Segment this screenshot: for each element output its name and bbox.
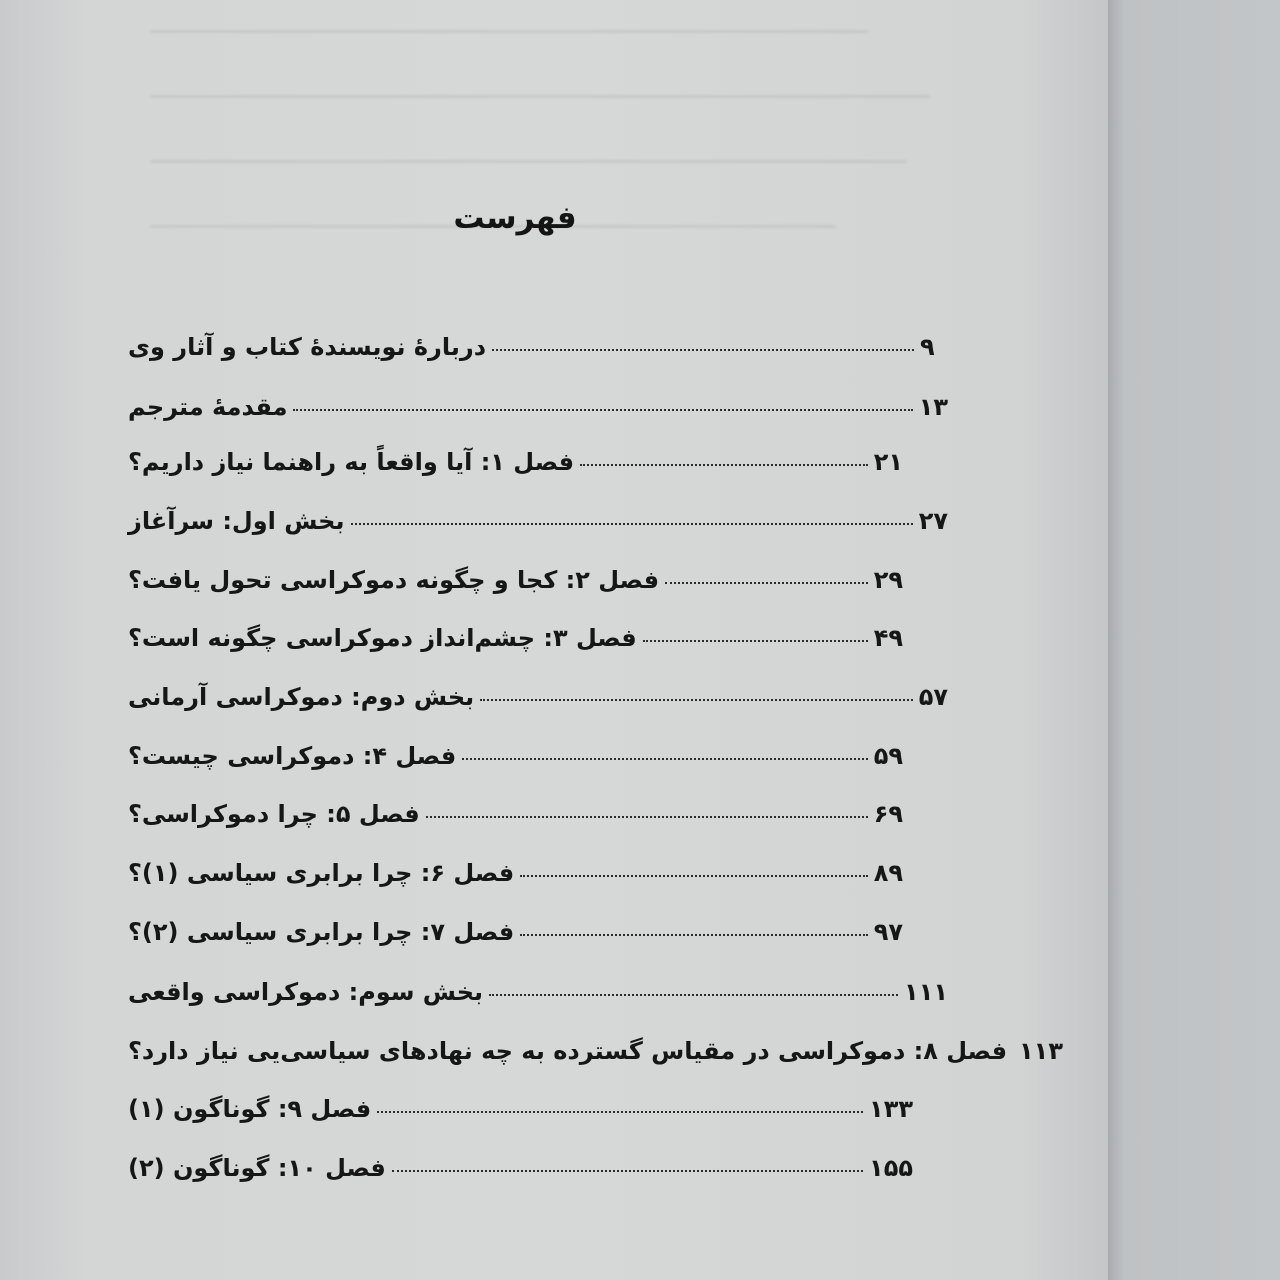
facing-page-edge: [1108, 0, 1280, 1280]
toc-entry-label: بخش اول: سرآغاز: [128, 507, 345, 535]
toc-entry-label: فصل ۳: چشم‌انداز دموکراسی چگونه است؟: [128, 624, 637, 652]
toc-entry: [128, 1148, 913, 1188]
toc-entry: [128, 972, 948, 1012]
toc-entry-page: ۴۹: [873, 624, 903, 652]
toc-entry-page: ۲۷: [918, 507, 948, 535]
toc-entry-page: ۵۹: [873, 742, 903, 770]
show-through-text: [150, 30, 930, 310]
dot-leader: [293, 409, 912, 411]
dot-leader: [480, 699, 913, 701]
toc-entry-label: بخش سوم: دموکراسی واقعی: [128, 978, 484, 1006]
dot-leader: [643, 640, 868, 642]
toc-entry-label: فصل ۸: دموکراسی در مقیاس گسترده به چه نهادهای سیاسی‌یی نیاز دارد؟: [128, 1037, 1008, 1065]
toc-entry: [128, 794, 903, 834]
toc-entry: [128, 736, 903, 776]
dot-leader: [520, 934, 868, 936]
dot-leader: [462, 758, 868, 760]
dot-leader: [392, 1170, 863, 1172]
toc-entry-page: ۲۹: [873, 566, 903, 594]
dot-leader: [377, 1111, 863, 1113]
toc-entry: [128, 442, 903, 482]
dot-leader: [489, 994, 898, 996]
toc-entry: [128, 560, 903, 600]
toc-entry-label: بخش دوم: دموکراسی آرمانی: [128, 683, 475, 711]
toc-entry-label: فصل ۱: آیا واقعاً به راهنما نیاز داریم؟: [128, 448, 575, 476]
toc-entry-label: فصل ۴: دموکراسی چیست؟: [128, 742, 457, 770]
toc-entry: [128, 387, 948, 427]
toc-entry: [128, 327, 948, 367]
dot-leader: [351, 523, 913, 525]
toc-entry-label: مقدمهٔ مترجم: [128, 393, 288, 421]
dot-leader: [492, 349, 914, 351]
toc-entry-page: ۱۱۱: [904, 978, 948, 1006]
toc-entry-page: ۱۳۳: [869, 1095, 913, 1123]
toc-entry-page: ۹: [920, 333, 935, 361]
dot-leader: [426, 816, 868, 818]
toc-entry-label: فصل ۷: چرا برابری سیاسی (۲)؟: [128, 918, 515, 946]
toc-entry-page: ۱۵۵: [869, 1154, 913, 1182]
toc-entry: [128, 853, 903, 893]
toc-entry-label: فصل ۱۰: گوناگون (۲): [128, 1154, 386, 1182]
toc-entry: [128, 501, 948, 541]
toc-entry-page: ۲۱: [873, 448, 903, 476]
toc-entry-page: ۹۷: [873, 918, 903, 946]
toc-entry-page: ۸۹: [873, 859, 903, 887]
dot-leader: [580, 464, 868, 466]
toc-entry: [128, 912, 903, 952]
toc-entry: [128, 1031, 1063, 1071]
toc-entry-page: ۱۱۳: [1019, 1037, 1063, 1065]
toc-entry: [128, 1089, 913, 1129]
toc-entry-page: ۱۳: [918, 393, 948, 421]
toc-entry-page: ۵۷: [918, 683, 948, 711]
toc-entry: [128, 618, 903, 658]
toc-entry-label: فصل ۹: گوناگون (۱): [128, 1095, 372, 1123]
toc-entry-label: فصل ۵: چرا دموکراسی؟: [128, 800, 420, 828]
toc-entry-label: دربارهٔ نویسندهٔ کتاب و آثار وی: [128, 333, 487, 361]
toc-title: فهرست: [453, 200, 577, 236]
dot-leader: [665, 582, 868, 584]
dot-leader: [520, 875, 868, 877]
toc-entry-label: فصل ۶: چرا برابری سیاسی (۱)؟: [128, 859, 515, 887]
toc-entry: [128, 677, 948, 717]
toc-entry-page: ۶۹: [873, 800, 903, 828]
toc-entry-label: فصل ۲: کجا و چگونه دموکراسی تحول یافت؟: [128, 566, 660, 594]
